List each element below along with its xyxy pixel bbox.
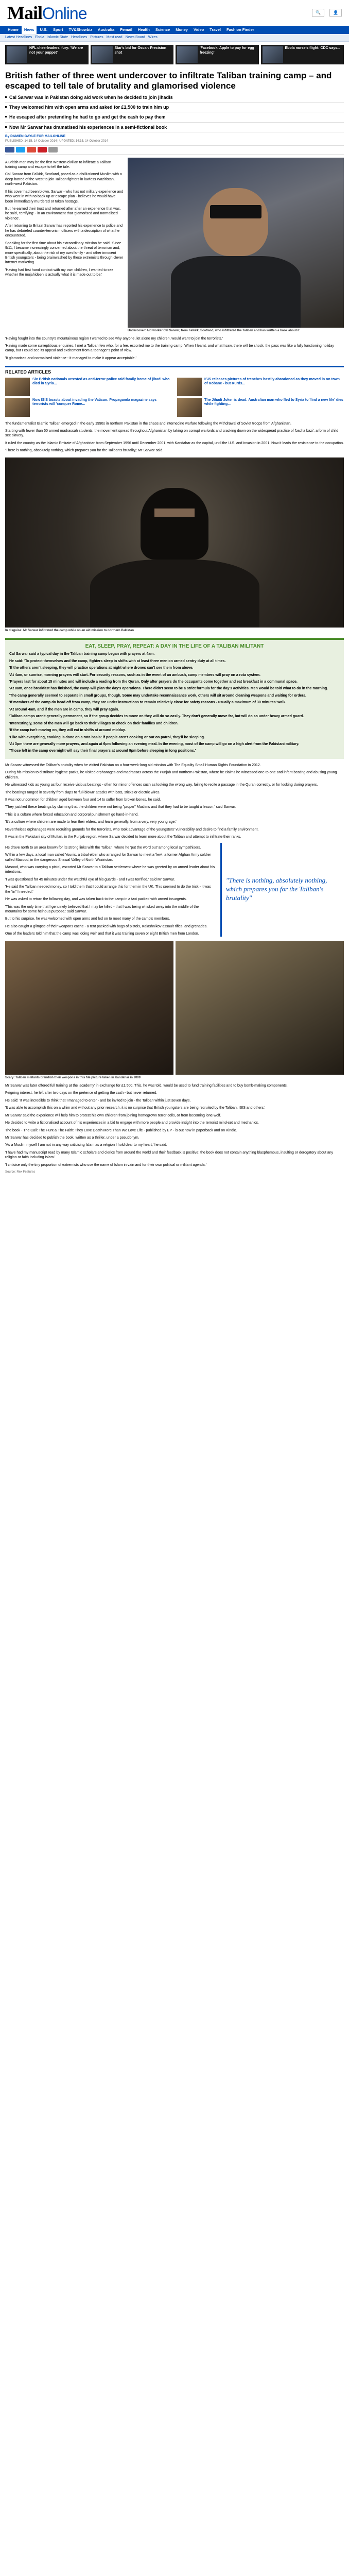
paragraph: Mr Sarwar said the experience will help him to protect his own children from joining homegrown terror cells, or from becoming lone wolf. [5, 1113, 221, 1117]
fact-box-item: He said: 'To protect themselves and the camp, fighters sleep in shifts with at least three men on armed sentry duty at all times. [9, 659, 226, 663]
subnav-item[interactable]: Most read [106, 36, 123, 40]
site-logo[interactable] [7, 1, 86, 26]
fact-box-item: 'If members of the camp do head off from camp, they are under instructions to remain relatively close for safety reasons - usually a maximum of 30 minutes' walk. [9, 701, 287, 705]
nav-item[interactable]: Video [193, 27, 204, 32]
subnav-item[interactable]: Ebola [35, 36, 45, 40]
related-thumb [177, 398, 202, 417]
related-article[interactable] [177, 378, 344, 396]
paragraph: He drove north to an area known for its strong links with the Taliban, where he 'put the word out' among local sympathisers. [5, 845, 201, 850]
promo-strip [0, 42, 349, 67]
sunglasses [210, 205, 262, 218]
fact-box [5, 638, 344, 759]
paragraph: But to his surprise, he was welcomed with open arms and led on to meet many of the camp's members. [5, 917, 170, 921]
promo-card[interactable] [91, 45, 174, 64]
paragraph: But he earned their trust and returned after after an experience that was, he said, 'terrifying' - in an environment that 'glamorised and normalised violence'. [5, 207, 121, 221]
lead-section [0, 158, 349, 334]
logo-sub: Online [42, 4, 87, 23]
facebook-share-icon[interactable] [5, 147, 14, 152]
fact-box-item: 'At 3pm there are generally more prayers, and again at 6pm following an evening meal. In the evening, most of the camp will go on a high alert from the Pakistani military. [9, 742, 300, 746]
lead-photo [128, 158, 344, 328]
email-share-icon[interactable] [48, 147, 58, 152]
promo-text: Star's bid for Oscar: Precision shot [114, 46, 166, 55]
related-title: ISIS releases pictures of trenches hastily abandoned as they moved in on town of Kobane - but Kurds... [204, 377, 340, 386]
subnav-item[interactable]: Islamic State [47, 36, 68, 40]
militants-photo-left [5, 941, 173, 1075]
photo-caption: Undercover: Aid worker Cal Sarwar, from Falkirk, Scotland, who infiltrated the Taliban and has written a book about it [128, 329, 300, 332]
related-title: The Jihadi Joker is dead: Australian man who fled to Syria to 'find a new life' dies while fighting... [204, 398, 343, 406]
share-bar [5, 145, 344, 155]
paragraph: He witnessed kids as young as four receive vicious beatings - often for minor offences such as looking the wrong way, failing to recite a passage in the Quran correctly, or for looking during prayers. [5, 783, 318, 787]
paragraph: 'It's a culture where children are made to fear their elders, and learn generally, from a very, very young age.' [5, 820, 177, 824]
militants-photo-right [176, 941, 344, 1075]
promo-thumb [92, 46, 113, 63]
nav-item[interactable]: Home [8, 27, 19, 32]
masked-figure-body [90, 560, 259, 628]
article-headline: British father of three went undercover to infiltrate Taliban training camp – and escaped to tell tale of brutality and glamorised violence [5, 71, 332, 91]
paragraph: Nevertheless orphanages were recruiting grounds for the terrorists, who took advantage of the youngsters' vulnerability and desire to find a family environment. [5, 827, 259, 832]
masthead [0, 0, 349, 26]
promo-thumb [7, 46, 27, 63]
paragraph: The beatings ranged in severity from slaps to 'full-blown' attacks with bats, sticks or electric wires. [5, 790, 161, 794]
fact-box-item: 'Interestingly, some of the men will go back to their villages to check on their families and children. [9, 721, 179, 725]
primary-nav [0, 26, 349, 34]
subnav-item[interactable]: Pictures [90, 36, 103, 40]
paragraph: He also caught a glimpse of their weapons cache - a tent packed with bags of pistols, Kalashnikov assault rifles, and grenades. [5, 924, 208, 928]
secondary-nav [0, 34, 349, 42]
paragraph: One of the leaders told him that the camp was 'doing well' and that it was training seven or eight British men from London. [5, 932, 199, 936]
paragraph: 'Having made some surreptitious enquiries, I met a Taliban few who, for a fee, escorted me to the training camp. When I learnt, and what I saw, there will be shock, the pass was like a fully functioning holiday camp, but I could see its appeal and excitement from a teenager's point of view. [5, 344, 334, 353]
paragraph: If his cover had been blown, Sarwar - who has not military experience and who went in with no back up or escape plan - believes he would have been immediately murdered or taken hostage. [5, 190, 124, 204]
paragraph: 'They justified these beatings by claiming that the children were not being "proper" Muslims and that they had to be taught a lesson,' said Sarwar. [5, 805, 236, 809]
quote-text-column [5, 843, 216, 937]
subnav-item[interactable]: Wires [148, 36, 158, 40]
related-title: Six British nationals arrested as anti-terror police raid family home of jihadi who died in Syria... [32, 377, 170, 386]
paragraph: He said: 'It was incredible to think that I managed to enter - and be invited to join - the Taliban within just seven days. [5, 1098, 191, 1103]
source-credit: Source: Rex Features [5, 1171, 36, 1174]
summary-bullet: They welcomed him with open arms and asked for £1,500 to train him up [5, 103, 344, 112]
paragraph: 'This was the only time that I genuinely believed that I may be killed - that I was being whisked away into the middle of the mountains for some heinous purpose,' said Sarwar. [5, 905, 199, 914]
search-icon[interactable]: 🔍 [312, 9, 324, 18]
nav-item[interactable]: Money [176, 27, 188, 32]
fact-box-item: 'Like with everything, cooking is done on a rota basis: if people aren't cooking or out on patrol, they'll be sleeping. [9, 735, 205, 739]
paragraph: 'I was questioned for 45 minutes under the watchful eye of his guards - and I was terrified,' said Mr Sarwar. [5, 877, 175, 882]
nav-item-active[interactable]: News [22, 26, 37, 34]
paragraph: 'This is a culture where forced education and corporal punishment go hand-in-hand. [5, 812, 138, 817]
paragraph: 'Having fought into the country's mountainous region I wanted to see why anyone, let alone my children, would want to join the terrorists.' [5, 336, 223, 341]
paragraph: 'There is nothing, absolutely nothing, which prepares you for the Taliban's brutality,' Mr Sarwar said. [5, 449, 164, 453]
paragraph: A British man may be the first Western civilian to infiltrate a Taliban training camp and escape to tell the tale. [5, 160, 111, 169]
nav-item[interactable]: Femail [120, 27, 132, 32]
header-tools [312, 9, 342, 18]
related-thumb [177, 378, 202, 396]
summary-bullets [0, 93, 349, 132]
related-title: Now ISIS boasts about invading the Vatican: Propaganda magazine says terrorists will 'conquer Rome... [32, 398, 157, 406]
fact-box-item: 'If the others aren't sleeping, they will practice operations at night where drones can't see them from above. [9, 666, 194, 670]
subnav-item[interactable]: News Board [125, 36, 145, 40]
promo-text: Ebola nurse's flight: CDC says... [285, 46, 340, 50]
paragraph: Speaking for the first time about his extraordinary mission he said: 'Since 9/11, I became increasingly concerned about the threat of terrorism and, more specifically, about the risk of my own family - and other innocent British youngsters - being brainwashed by these extremists through clever internet marketing. [5, 241, 124, 265]
related-article[interactable] [5, 378, 172, 396]
paragraph: Mr Sarwar has decided to publish the book, written as a thriller, under a pseudonym. [5, 1136, 139, 1140]
fact-box-item: 'At 4am, or sunrise, morning prayers will start. For security reasons, such as in the event of an ambush, camp members will pray on a rota system. [9, 673, 260, 677]
paragraph: The book - The Call: The Hunt & The Faith: They Love Death More Than We Love Life - published by EP - is out now in paperback and on Kindle. [5, 1128, 237, 1132]
paragraph: It ruled the country as the Islamic Emirate of Afghanistan from September 1996 until December 2001, with Kandahar as the capital, until the U.S. and invasion in 2001. Now it leads the resistance to the occupation. [5, 441, 344, 445]
promo-thumb [263, 46, 283, 63]
lead-figure [128, 158, 344, 334]
paragraph: 'I criticise only the tiny proportion of extremists who use the name of Islam in vain and for their own political or militant agenda.' [5, 1163, 206, 1167]
nav-item[interactable]: TV&Showbiz [68, 27, 93, 32]
related-thumb [5, 398, 30, 417]
user-icon[interactable]: 👤 [329, 9, 342, 18]
related-thumb [5, 378, 30, 396]
disguise-photo [5, 457, 344, 628]
subnav-item[interactable]: Latest Headlines [5, 36, 32, 40]
paragraph: 'As a Muslim myself I am not in any way criticising Islam as a religion I hold dear to my heart,' he said. [5, 1143, 167, 1147]
fact-box-item: 'The camp generally seemed to separate in small groups, though. Some may undertake reconnaissance work, others will sit around cleaning weapons and waiting for orders. [9, 693, 306, 698]
related-articles-heading: RELATED ARTICLES [5, 366, 344, 375]
summary-bullet: Cal Sarwar was in Pakistan doing aid work when he decided to join jihadis [5, 93, 344, 103]
portrait-face [203, 188, 268, 256]
paragraph: He decided to write a fictionalised account of his experiences in a bid to engage with more people and provide insight into the terrorist mind-set and mechanics. [5, 1121, 259, 1125]
masked-figure-head [141, 488, 208, 560]
nav-item[interactable]: Sport [53, 27, 63, 32]
lead-text [5, 158, 124, 334]
twitter-share-icon[interactable] [16, 147, 25, 152]
pull-quote-text: "There is nothing, absolutely nothing, which prepares you for the Taliban's brutality" [226, 876, 327, 902]
paragraph: 'Having had first hand contact with my own children, I wanted to see whether the mujahideen is actually what it is made out to be.' [5, 268, 114, 277]
quote-section [0, 843, 349, 937]
related-article[interactable] [177, 398, 344, 417]
paragraph: It was not uncommon for children aged between four and 14 to suffer from broken bones, he said. [5, 798, 161, 802]
fact-box-item: 'Prayers last for about 15 minutes and will include a reading from the Quran. Only after prayers do the occupants come together and eat breakfast in a communal space. [9, 680, 298, 684]
fact-box-item: 'At 8am, once breakfast has finished, the camp will plan the day's operations. There didn't seem to be a strict formula for the day's activities. Men would be told what to do in the morning. [9, 687, 328, 691]
published-date: PUBLISHED: 14:15, 14 October 2014 | UPDATED: 14:15, 14 October 2014 [5, 140, 108, 143]
fact-box-item: 'Those left in the camp overnight will say their final prayers at around 9pm before sleeping in long positions.' [9, 749, 196, 753]
photo-pair [5, 941, 344, 1075]
fact-box-item: 'At around 4am, and if the men are in camp, they will pray again. [9, 707, 119, 711]
nav-item[interactable]: Travel [210, 27, 221, 32]
paragraph: 'It glamorised and normalised violence - it managed to make it appear acceptable.' [5, 356, 136, 360]
paragraph: Cal Sarwar from Falkirk, Scotland, posed as a disillusioned Muslim with a deep hatred of the West to join Taliban fighters in lawless Waziristan, north-west Pakistan. [5, 173, 122, 187]
pinterest-share-icon[interactable] [38, 147, 47, 152]
google-share-icon[interactable] [27, 147, 36, 152]
promo-text: 'Facebook, Apple to pay for egg freezing' [200, 46, 254, 55]
nav-item[interactable]: Fashion Finder [226, 27, 254, 32]
promo-card[interactable] [261, 45, 344, 64]
photo-caption: Scary: Taliban militants brandish their weapons in this file picture taken in Kandahar in 2009 [5, 1076, 141, 1079]
promo-thumb [177, 46, 198, 63]
eye-slit [154, 509, 195, 517]
fact-box-item: 'If the camp isn't moving on, they will eat in shifts at around midday. [9, 728, 126, 733]
summary-bullet: Now Mr Sarwar has dramatised his experiences in a semi-fictional book [5, 123, 344, 132]
logo-main: Mail [7, 2, 42, 23]
subnav-item[interactable]: Headlines [71, 36, 88, 40]
paragraph: After returning to Britain Sarwar has reported his experience to police and he has debriefed counter-terrorism officers with a description of what he encountered. [5, 224, 123, 238]
nav-item[interactable]: Australia [98, 27, 115, 32]
summary-bullet: He escaped after pretending he had to go and get the cash to pay them [5, 112, 344, 122]
paragraph: Masood, who was carrying a pistol, escorted Mr Sarwar to a Taliban settlement where he was greeted by an armed leader about his intentions. [5, 865, 215, 874]
nav-item[interactable]: Science [155, 27, 170, 32]
nav-item[interactable]: U.S. [40, 27, 48, 32]
fact-box-item: Cal Sarwar said a typical day in the Taliban training camp began with prayers at 4am. [9, 652, 155, 656]
promo-card[interactable] [5, 45, 89, 64]
paragraph: Starting with fewer than 50 armed madrassah students, the movement spread throughout Afghanistan by taking on corrupt warlords and cracking down on the widespread practice of 'bacha bazi', a form of child sex slavery. [5, 429, 339, 438]
fact-box-title: EAT, SLEEP, PRAY, REPEAT: A DAY IN THE LIFE OF A TALIBAN MILITANT [85, 643, 264, 649]
promo-card[interactable] [176, 45, 259, 64]
related-articles [0, 376, 349, 419]
photo-caption: In disguise: Mr Sarwar infiltrated the camp while on an aid mission to northern Pakistan [5, 629, 134, 632]
paragraph: During his mission to distribute hygiene packs, he visited orphanages and madrassas across the Punjab and northern Pakistan, where he claims he witnessed one-to-one and infant beating and abusing young children. [5, 771, 337, 779]
paragraph: 'I have had my manuscript read by many Islamic scholars and clerics from around the world and their feedback is positive: the book does not contain anything blasphemous, insulting or derogatory about any religion or faith including Islam.' [5, 1150, 334, 1160]
nav-item[interactable]: Health [137, 27, 150, 32]
paragraph: 'It was able to accomplish this on a whim and without any prior research, it is no surprise that British youngsters are being recruited by the Taliban, ISIS and others.' [5, 1106, 266, 1110]
fact-box-item: 'Taliban camps aren't generally permanent, so if the group decides to move on they will do so easily. They don't generally move far, but will do so under heavy armed guard. [9, 715, 304, 719]
related-article[interactable] [5, 398, 172, 417]
paragraph: Within a few days, a local man called Younis, a tribal elder who arranged for Sarwar to meet a 'few', a former Afghan Army soldier called Masood, in the dangerous Shawal Valley of North Waziristan. [5, 853, 211, 862]
paragraph: The fundamentalist Islamic Taliban emerged in the early 1990s in northern Pakistan in the chaos and internecine warfare following the withdrawal of Soviet troops from Afghanistan. [5, 421, 291, 426]
paragraph: Feigning interest, he left after two days on the pretence of getting the cash - but never returned. [5, 1091, 158, 1095]
paragraph: 'He said the Taliban needed money, so I told them that I could arrange this for them in the UK. This seemed to do the trick - it was the "in" I needed.' [5, 885, 211, 894]
byline[interactable]: By DAMIEN GAYLE FOR MAILONLINE [5, 134, 66, 138]
paragraph: Mr Sarwar was later offered full training at the 'academy' in exchange for £1,500. This, he was told, would be used to fund training facilities and to buy bomb-making components. [5, 1083, 288, 1088]
pull-quote [220, 843, 344, 937]
paragraph: Mr Sarwar witnessed the Taliban's brutality when he visited Pakistan on a four-week-long aid mission with The Equality Small Human Rights Foundation in 2012. [5, 763, 261, 767]
paragraph: It was in the Pakistani city of Multan, in the Punjab region, where Sarwar decided to learn more about the Taliban and attempt to infiltrate their ranks. [5, 835, 241, 839]
promo-text: NFL cheerleaders' fury: 'We are not your puppet' [29, 46, 83, 55]
paragraph: He was asked to return the following day, and was taken back to the camp in a taxi packed with armed insurgents. [5, 897, 187, 902]
portrait-shirt [171, 256, 301, 328]
